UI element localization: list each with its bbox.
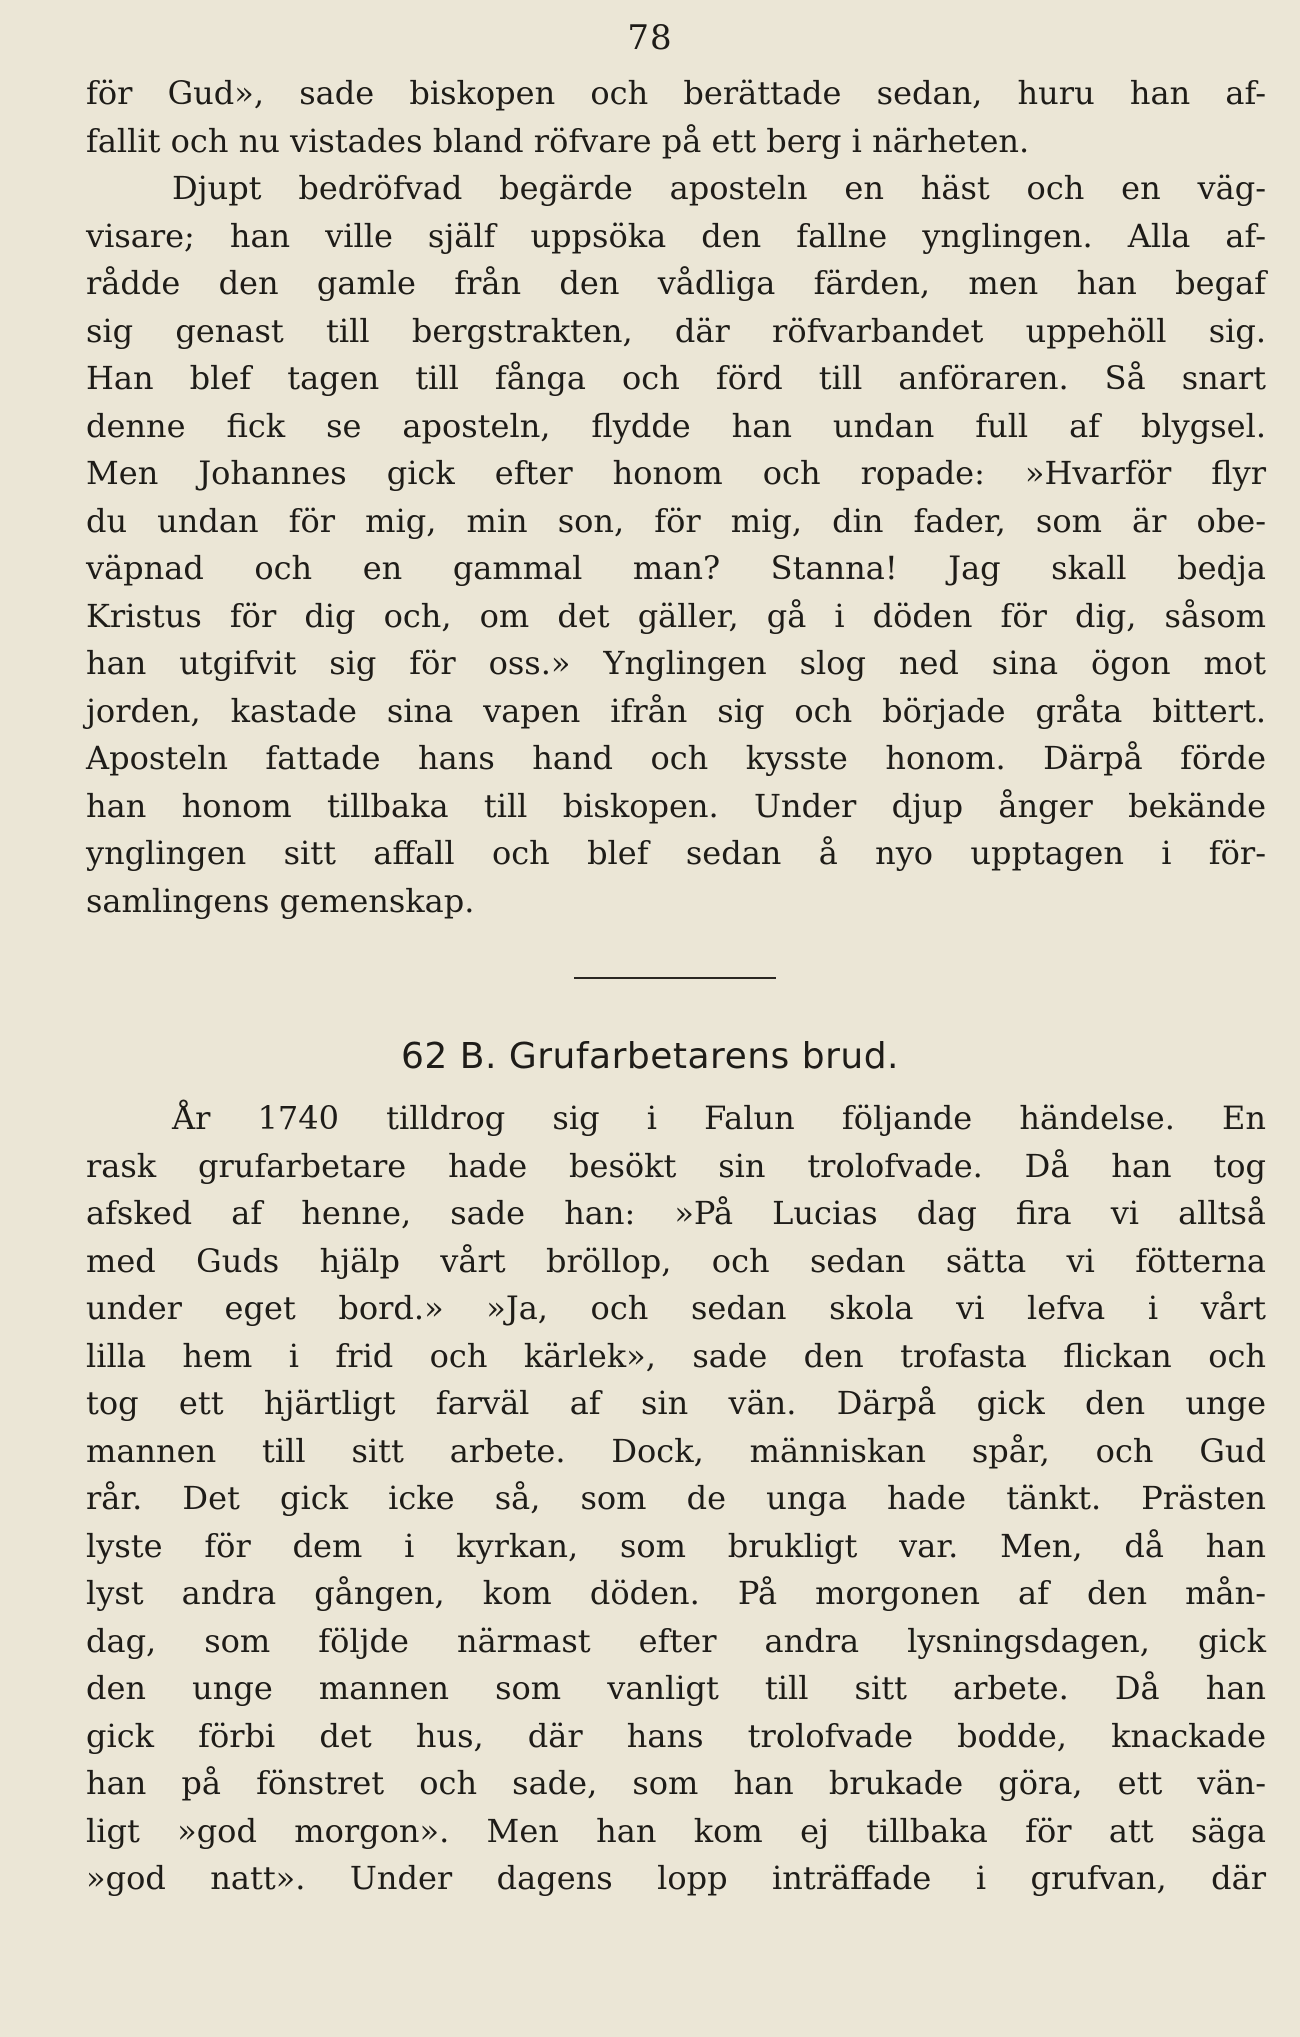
text-line: visare; han ville själf uppsöka den fallne ynglingen. Alla af- — [86, 216, 1266, 255]
text-line: Aposteln fattade hans hand och kysste honom. Därpå förde — [86, 739, 1266, 777]
text-line: lyst andra gången, kom döden. På morgonen af den mån- — [86, 1574, 1266, 1612]
text-line: rådde den gamle från den vådliga färden, men han begaf — [86, 264, 1266, 302]
text-line: tog ett hjärtligt farväl af sin vän. Därpå gick den unge — [86, 1384, 1266, 1422]
text-line: Men Johannes gick efter honom och ropade: »Hvarför flyr — [86, 454, 1266, 492]
text-line: du undan för mig, min son, för mig, din fader, som är obe- — [86, 501, 1266, 540]
text-line: gick förbi det hus, där hans trolofvade bodde, knackade — [86, 1716, 1266, 1755]
text-line: dag, som följde närmast efter andra lysningsdagen, gick — [86, 1621, 1266, 1660]
text-line: jorden, kastade sina vapen ifrån sig och började gråta bittert. — [86, 691, 1266, 730]
text-line: för Gud», sade biskopen och berättade sedan, huru han af- — [86, 74, 1266, 112]
page-number: 78 — [627, 18, 673, 58]
text-line: lilla hem i frid och kärlek», sade den trofasta flickan och — [86, 1336, 1266, 1375]
paragraph — [86, 165, 1266, 925]
text-line: ynglingen sitt affall och blef sedan å nyo upptagen i för- — [86, 834, 1266, 872]
text-line: sig genast till bergstrakten, där röfvarbandet uppehöll sig. — [86, 311, 1266, 350]
text-line: Djupt bedröfvad begärde aposteln en häst och en väg- — [172, 169, 1266, 207]
text-line: År 1740 tilldrog sig i Falun följande händelse. En — [172, 1099, 1266, 1137]
body-text-top — [86, 70, 1266, 925]
text-line: den unge mannen som vanligt till sitt arbete. Då han — [86, 1669, 1266, 1707]
text-line: han på fönstret och sade, som han brukade göra, ett vän- — [86, 1764, 1266, 1802]
text-line: under eget bord.» »Ja, och sedan skola vi lefva i vårt — [86, 1289, 1266, 1327]
paragraph — [86, 70, 1266, 165]
text-line: fallit och nu vistades bland röfvare på ett berg i närheten. — [86, 121, 1030, 160]
text-line: han honom tillbaka till biskopen. Under djup ånger bekände — [86, 786, 1266, 825]
text-line: mannen till sitt arbete. Dock, människan spår, och Gud — [86, 1431, 1266, 1470]
text-line: ligt »god morgon». Men han kom ej tillbaka för att säga — [86, 1811, 1266, 1850]
section-divider — [574, 977, 776, 979]
text-line: denne fick se aposteln, flydde han undan full af blygsel. — [86, 406, 1266, 445]
text-line: lyste för dem i kyrkan, som brukligt var. Men, då han — [86, 1526, 1266, 1565]
paragraph — [86, 1095, 1266, 1903]
text-line: »god natt». Under dagens lopp inträffade i grufvan, där — [86, 1859, 1266, 1897]
text-line: han utgifvit sig för oss.» Ynglingen slog ned sina ögon mot — [86, 644, 1266, 682]
text-line: med Guds hjälp vårt bröllop, och sedan sätta vi fötterna — [86, 1241, 1266, 1280]
section-heading: 62 B. Grufarbetarens brud. — [401, 1036, 899, 1077]
text-line: Han blef tagen till fånga och förd till anföraren. Så snart — [86, 359, 1266, 397]
body-text-bottom — [86, 1095, 1266, 1903]
text-line: samlingens gemenskap. — [86, 881, 475, 920]
text-line: rår. Det gick icke så, som de unga hade tänkt. Prästen — [86, 1479, 1266, 1517]
text-line: afsked af henne, sade han: »På Lucias dag fira vi alltså — [86, 1194, 1266, 1232]
text-line: rask grufarbetare hade besökt sin trolofvade. Då han tog — [86, 1146, 1266, 1185]
text-line: Kristus för dig och, om det gäller, gå i döden för dig, såsom — [86, 596, 1266, 635]
text-line: väpnad och en gammal man? Stanna! Jag skall bedja — [86, 549, 1266, 587]
